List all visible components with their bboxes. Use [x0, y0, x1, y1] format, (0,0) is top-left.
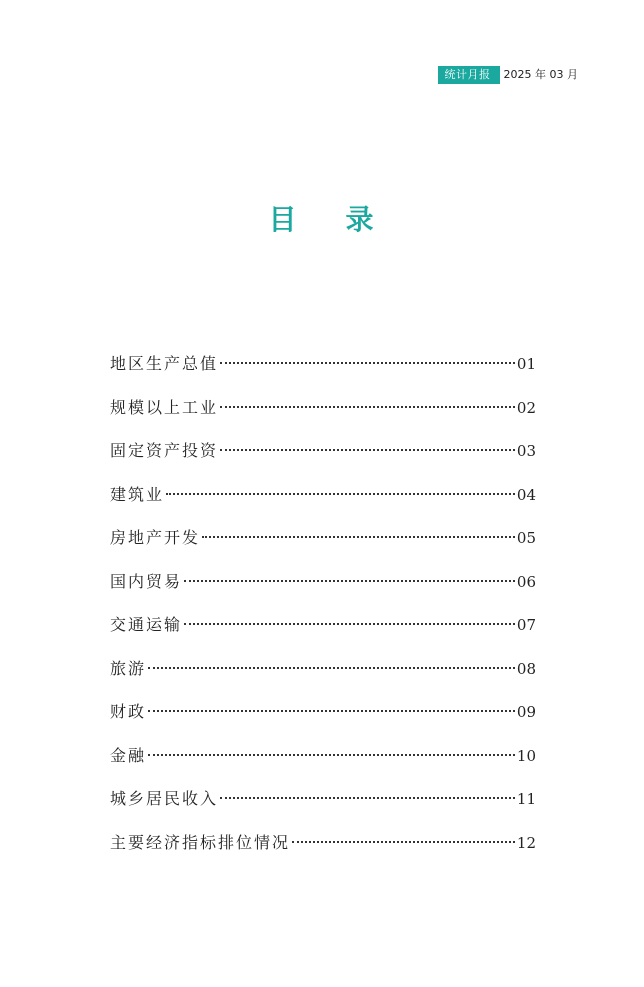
dot-leader	[184, 580, 515, 582]
dot-leader	[220, 797, 515, 799]
toc-item-label: 财政	[110, 702, 147, 721]
toc-item-page: 01	[516, 355, 536, 373]
toc-item-page: 05	[516, 529, 536, 547]
toc-item-page: 11	[516, 790, 536, 808]
toc-item-page: 06	[516, 572, 536, 591]
toc-item-label: 建筑业	[110, 484, 165, 504]
toc-item-label: 旅游	[110, 658, 147, 678]
toc-item-page: 04	[516, 485, 536, 504]
issue-date: 2025 年 03 月	[503, 68, 578, 81]
toc-item-label: 主要经济指标排位情况	[110, 832, 291, 852]
toc-item-label: 城乡居民收入	[110, 789, 219, 808]
toc-item-label: 国内贸易	[110, 571, 183, 591]
dot-leader	[148, 754, 515, 756]
toc-item-label: 规模以上工业	[110, 397, 219, 417]
dot-leader	[184, 623, 515, 625]
dot-leader	[220, 406, 515, 408]
page-header	[438, 66, 578, 84]
toc-item[interactable]	[110, 829, 536, 873]
toc-item[interactable]	[110, 394, 536, 438]
toc-item-page: 08	[516, 659, 536, 678]
toc-item[interactable]	[110, 611, 536, 655]
toc-item[interactable]	[110, 437, 536, 481]
toc-item-page: 12	[516, 833, 536, 852]
toc-item-page: 07	[516, 616, 536, 634]
dot-leader	[220, 362, 515, 364]
toc-item-label: 房地产开发	[110, 528, 201, 547]
toc-item-page: 10	[516, 746, 536, 765]
toc-item-label: 地区生产总值	[110, 354, 219, 373]
toc-item-label: 交通运输	[110, 615, 183, 634]
page-title: 目 录	[268, 203, 376, 236]
toc-item[interactable]	[110, 785, 536, 829]
dot-leader	[220, 449, 515, 451]
toc-item-label: 金融	[110, 745, 147, 765]
dot-leader	[148, 667, 515, 669]
toc-item[interactable]	[110, 742, 536, 786]
toc-item[interactable]	[110, 350, 536, 394]
toc-item[interactable]	[110, 481, 536, 525]
table-of-contents	[110, 350, 536, 872]
dot-leader	[292, 841, 515, 843]
toc-item[interactable]	[110, 698, 536, 742]
toc-item[interactable]	[110, 524, 536, 568]
toc-item-page: 02	[516, 398, 536, 417]
toc-item-page: 03	[516, 442, 536, 460]
toc-item-label: 固定资产投资	[110, 441, 219, 460]
toc-item[interactable]	[110, 568, 536, 612]
dot-leader	[148, 710, 515, 712]
toc-item[interactable]	[110, 655, 536, 699]
dot-leader	[202, 536, 515, 538]
publication-badge: 统计月报	[438, 66, 500, 84]
dot-leader	[166, 493, 515, 495]
toc-item-page: 09	[516, 703, 536, 721]
